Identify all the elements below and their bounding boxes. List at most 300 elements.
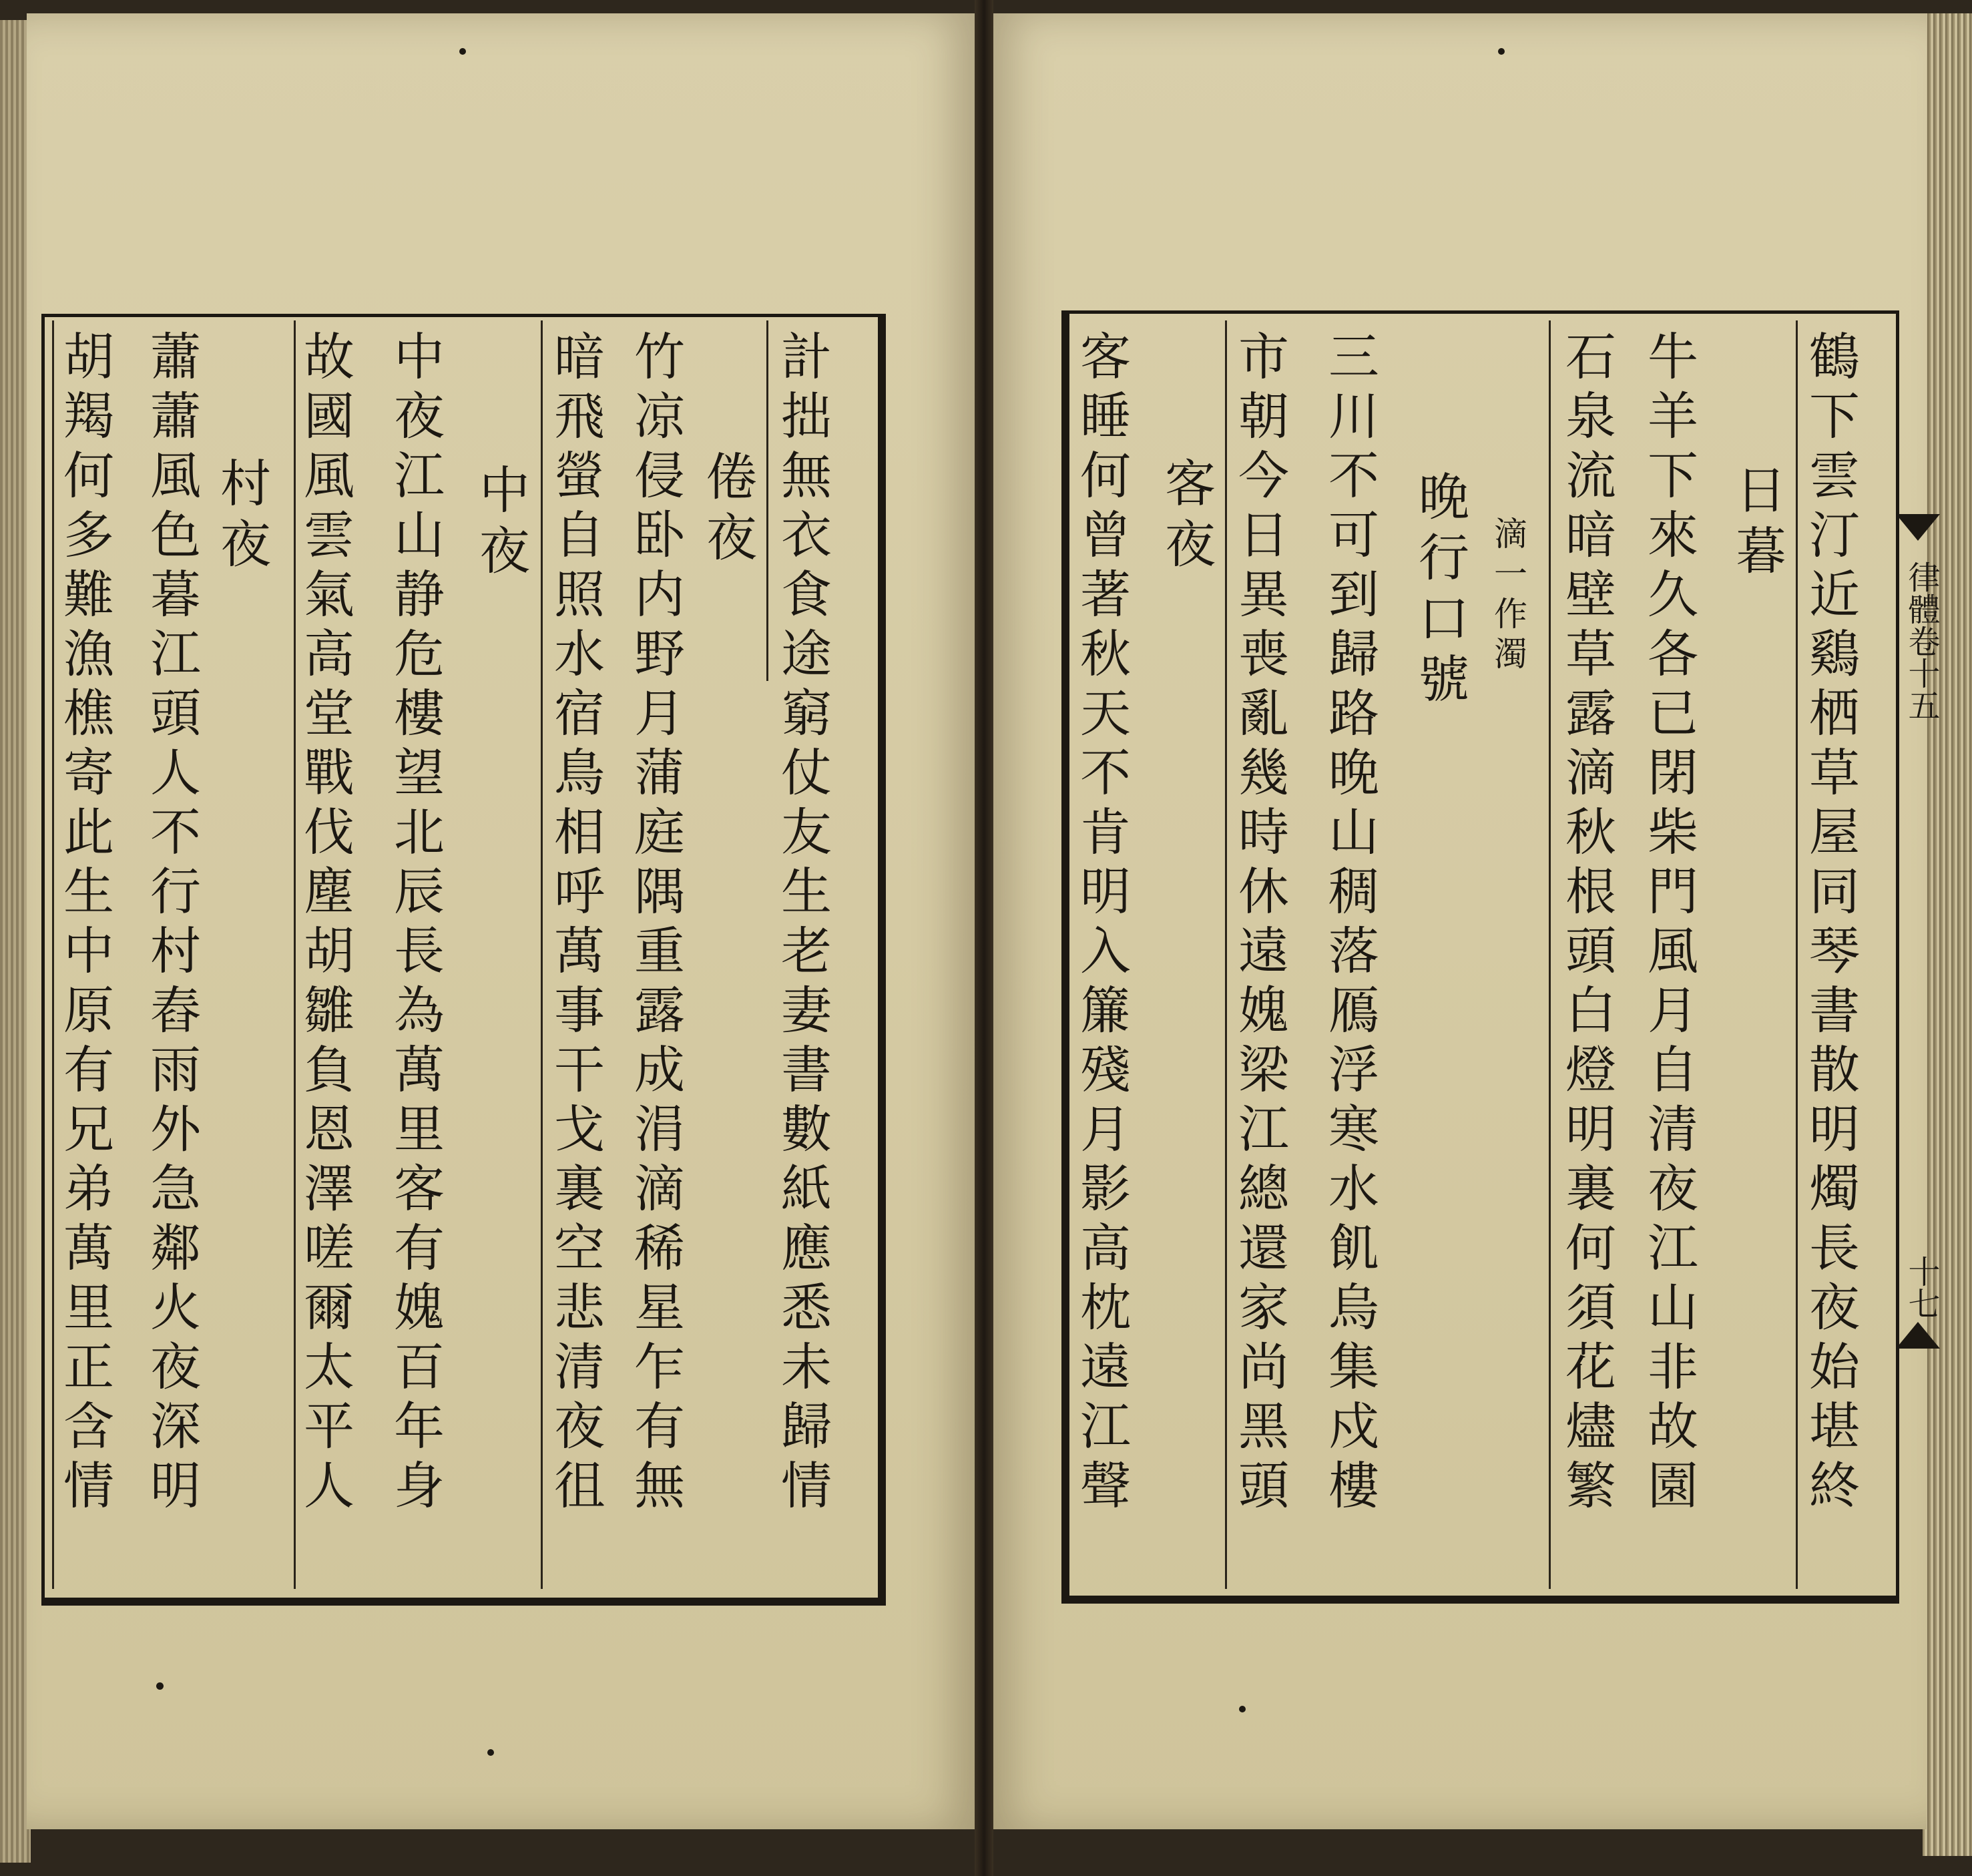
title-character: 倦 [706,447,757,507]
text-character: 負 [304,1040,354,1100]
text-character: 何 [1080,446,1131,505]
text-character: 何 [1565,1218,1616,1278]
text-character: 江 [1238,1100,1289,1159]
text-column [554,327,605,1515]
text-character: 媿 [394,1278,445,1337]
text-character: 暗 [554,327,605,387]
text-character: 村 [150,921,201,981]
text-character: 塵 [304,862,354,921]
text-character: 汀 [1809,505,1860,565]
text-character: 風 [150,446,201,505]
text-character: 門 [1648,862,1698,921]
text-character: 難 [63,565,114,624]
poem-title [706,447,757,569]
text-character: 羊 [1648,387,1698,446]
title-character: 村 [220,454,271,513]
poem-title [220,454,271,575]
text-character: 白 [1565,981,1616,1040]
text-character: 雨 [150,1040,201,1100]
text-character: 露 [634,981,685,1040]
text-character: 胡 [304,921,354,981]
text-character: 原 [63,981,114,1040]
text-character: 爾 [304,1278,354,1337]
text-character: 内 [634,565,685,624]
text-character: 干 [554,1040,605,1100]
text-character: 鷄 [1809,624,1860,684]
text-character: 照 [554,565,605,624]
text-character: 長 [394,921,445,981]
text-character: 還 [1238,1218,1289,1278]
text-character: 有 [394,1218,445,1278]
column-rule [541,320,543,1589]
column-rule [1225,320,1227,1589]
text-character: 飛 [554,387,605,446]
text-character: 頭 [1565,921,1616,981]
text-character: 拙 [781,387,832,446]
text-character: 窮 [781,684,832,743]
text-character: 恩 [304,1100,354,1159]
text-character: 情 [63,1456,114,1515]
text-character: 有 [634,1397,685,1456]
text-character: 衣 [781,505,832,565]
column-rule [294,320,296,1589]
text-character: 亂 [1238,684,1289,743]
text-character: 無 [781,446,832,505]
text-character: 堪 [1809,1397,1860,1456]
text-character: 堂 [304,684,354,743]
text-character: 中 [394,327,445,387]
text-character: 生 [63,862,114,921]
text-character: 水 [554,624,605,684]
text-character: 萬 [554,921,605,981]
text-character: 日 [1238,505,1289,565]
text-character: 客 [394,1159,445,1218]
text-character: 色 [150,505,201,565]
text-character: 澤 [304,1159,354,1218]
text-character: 枕 [1080,1278,1131,1337]
text-character: 散 [1809,1040,1860,1100]
text-character: 始 [1809,1337,1860,1397]
text-character: 望 [394,743,445,802]
text-character: 里 [63,1278,114,1337]
text-column [150,327,201,1515]
book-gutter [975,0,993,1876]
text-character: 簾 [1080,981,1131,1040]
title-character: 號 [1419,650,1469,709]
text-column [1238,327,1289,1515]
text-character: 來 [1648,505,1698,565]
text-character: 蕭 [150,387,201,446]
text-character: 烏 [1328,1278,1379,1337]
text-character: 有 [63,1040,114,1100]
text-column [1565,327,1616,1515]
text-character: 悉 [781,1278,832,1337]
text-character: 泉 [1565,387,1616,446]
text-character: 非 [1648,1337,1698,1397]
text-column [634,327,685,1515]
text-character: 隅 [634,862,685,921]
title-character: 夜 [220,515,271,574]
poem-title [479,461,530,582]
text-character: 食 [781,565,832,624]
text-character: 殘 [1080,1040,1131,1100]
page-number-text: 十七 [1903,1255,1940,1319]
text-character: 水 [1328,1159,1379,1218]
text-character: 星 [634,1278,685,1337]
text-character: 高 [304,624,354,684]
text-character: 自 [554,505,605,565]
text-character: 火 [150,1278,201,1337]
text-character: 不 [1328,446,1379,505]
text-character: 夜 [394,387,445,446]
text-character: 遠 [1238,921,1289,981]
text-character: 浮 [1328,1040,1379,1100]
text-character: 裏 [1565,1159,1616,1218]
text-character: 流 [1565,446,1616,505]
text-character: 草 [1565,624,1616,684]
text-character: 近 [1809,565,1860,624]
text-column [1809,327,1860,1515]
text-character: 高 [1080,1218,1131,1278]
text-character: 故 [304,327,354,387]
text-character: 柴 [1648,802,1698,862]
text-character: 長 [1809,1218,1860,1278]
text-character: 太 [304,1337,354,1397]
text-character: 侵 [634,446,685,505]
text-character: 計 [781,327,832,387]
note-character: 一 [1494,555,1527,594]
text-character: 危 [394,624,445,684]
text-character: 正 [63,1337,114,1397]
text-character: 人 [304,1456,354,1515]
text-character: 庭 [634,802,685,862]
text-character: 暗 [1565,505,1616,565]
text-character: 睡 [1080,387,1131,446]
text-character: 卧 [634,505,685,565]
text-character: 國 [304,387,354,446]
text-column [781,327,832,1515]
text-character: 凉 [634,387,685,446]
text-character: 宿 [554,684,605,743]
text-character: 稀 [634,1218,685,1278]
text-character: 書 [1809,981,1860,1040]
text-character: 繁 [1565,1456,1616,1515]
title-character: 暮 [1736,521,1786,581]
text-character: 深 [150,1397,201,1456]
column-rule [766,320,768,681]
text-character: 已 [1648,684,1698,743]
text-character: 山 [394,505,445,565]
text-character: 百 [394,1337,445,1397]
text-character: 鳥 [554,743,605,802]
text-character: 琴 [1809,921,1860,981]
text-character: 仗 [781,743,832,802]
text-character: 久 [1648,565,1698,624]
text-character: 園 [1648,1456,1698,1515]
text-character: 悲 [554,1278,605,1337]
text-character: 野 [634,624,685,684]
text-character: 下 [1648,446,1698,505]
text-character: 雛 [304,981,354,1040]
text-character: 牛 [1648,327,1698,387]
text-character: 下 [1809,387,1860,446]
text-character: 空 [554,1218,605,1278]
chapter-label-text: 律體卷十五 [1903,561,1940,721]
text-character: 無 [634,1456,685,1515]
text-character: 江 [1648,1218,1698,1278]
poem-title [1419,467,1469,710]
text-character: 壁 [1565,565,1616,624]
text-character: 異 [1238,565,1289,624]
text-character: 燭 [1809,1159,1860,1218]
text-character: 生 [781,862,832,921]
text-character: 川 [1328,387,1379,446]
text-character: 媿 [1238,981,1289,1040]
text-character: 秋 [1080,624,1131,684]
text-character: 辰 [394,862,445,921]
text-character: 情 [781,1456,832,1515]
ink-dot [459,48,466,55]
text-character: 漁 [63,624,114,684]
text-character: 萬 [63,1218,114,1278]
text-character: 歸 [1328,624,1379,684]
text-character: 相 [554,802,605,862]
text-character: 草 [1809,743,1860,802]
text-character: 自 [1648,1040,1698,1100]
text-character: 北 [394,802,445,862]
text-column [304,327,354,1515]
text-character: 裏 [554,1159,605,1218]
text-character: 螢 [554,446,605,505]
text-character: 外 [150,1100,201,1159]
text-character: 清 [554,1337,605,1397]
text-character: 露 [1565,684,1616,743]
text-character: 徂 [554,1456,605,1515]
chapter-label [1903,561,1940,721]
text-character: 身 [394,1456,445,1515]
text-character: 書 [781,1040,832,1100]
text-character: 市 [1238,327,1289,387]
text-column [394,327,445,1515]
text-character: 應 [781,1218,832,1278]
title-character: 客 [1165,454,1216,513]
text-character: 老 [781,921,832,981]
text-character: 戈 [554,1100,605,1159]
note-character: 濁 [1494,635,1527,674]
page-number [1903,1255,1940,1319]
text-character: 梁 [1238,1040,1289,1100]
text-character: 弟 [63,1159,114,1218]
text-character: 屋 [1809,802,1860,862]
text-character: 静 [394,565,445,624]
text-character: 夜 [1648,1159,1698,1218]
text-character: 途 [781,624,832,684]
text-character: 乍 [634,1337,685,1397]
text-character: 燼 [1565,1397,1616,1456]
text-character: 多 [63,505,114,565]
text-character: 終 [1809,1456,1860,1515]
title-character: 夜 [706,508,757,567]
text-character: 明 [1080,862,1131,921]
text-character: 天 [1080,684,1131,743]
text-character: 今 [1238,446,1289,505]
text-character: 總 [1238,1159,1289,1218]
text-character: 嗟 [304,1218,354,1278]
ink-dot [156,1682,164,1690]
ink-dot [1239,1706,1246,1712]
text-character: 樓 [1328,1456,1379,1515]
text-character: 人 [150,743,201,802]
annotation-note [1494,514,1527,674]
text-character: 竹 [634,327,685,387]
text-character: 聲 [1080,1456,1131,1515]
text-character: 同 [1809,862,1860,921]
text-character: 不 [150,802,201,862]
ink-dot [487,1749,494,1756]
poem-title [1736,461,1786,582]
text-character: 事 [554,981,605,1040]
text-character: 蕭 [150,327,201,387]
text-character: 鄰 [150,1218,201,1278]
text-character: 頭 [150,684,201,743]
text-character: 風 [1648,921,1698,981]
text-character: 涓 [634,1100,685,1159]
text-column [1080,327,1131,1515]
text-character: 黑 [1238,1397,1289,1456]
text-character: 月 [1648,981,1698,1040]
text-character: 花 [1565,1337,1616,1397]
text-character: 肯 [1080,802,1131,862]
note-character: 作 [1494,595,1527,634]
text-character: 稠 [1328,862,1379,921]
text-character: 幾 [1238,743,1289,802]
text-character: 未 [781,1337,832,1397]
text-character: 三 [1328,327,1379,387]
text-character: 重 [634,921,685,981]
text-character: 樵 [63,684,114,743]
text-character: 兄 [63,1100,114,1159]
text-character: 胡 [63,327,114,387]
text-character: 客 [1080,327,1131,387]
poem-title [1165,454,1216,575]
text-character: 江 [394,446,445,505]
text-character: 妻 [781,981,832,1040]
text-character: 歸 [781,1397,832,1456]
text-character: 羯 [63,387,114,446]
text-character: 須 [1565,1278,1616,1337]
text-character: 暮 [150,565,201,624]
text-character: 休 [1238,862,1289,921]
title-character: 晚 [1419,467,1469,527]
text-character: 風 [304,446,354,505]
text-character: 平 [304,1397,354,1456]
text-character: 里 [394,1100,445,1159]
title-character: 中 [479,461,530,520]
text-character: 集 [1328,1337,1379,1397]
title-character: 行 [1419,528,1469,588]
text-character: 雲 [1809,446,1860,505]
text-character: 蒲 [634,743,685,802]
text-character: 不 [1080,743,1131,802]
text-character: 時 [1238,802,1289,862]
text-character: 石 [1565,327,1616,387]
text-character: 中 [63,921,114,981]
text-character: 影 [1080,1159,1131,1218]
text-character: 鶴 [1809,327,1860,387]
text-character: 著 [1080,565,1131,624]
text-character: 燈 [1565,1040,1616,1100]
text-character: 寄 [63,743,114,802]
text-character: 成 [634,1040,685,1100]
text-character: 飢 [1328,1218,1379,1278]
text-column [1648,327,1698,1515]
text-character: 夜 [554,1397,605,1456]
text-character: 朝 [1238,387,1289,446]
text-character: 紙 [781,1159,832,1218]
text-character: 此 [63,802,114,862]
text-character: 曾 [1080,505,1131,565]
text-character: 為 [394,981,445,1040]
text-character: 江 [150,624,201,684]
text-character: 落 [1328,921,1379,981]
text-character: 月 [1080,1100,1131,1159]
text-character: 故 [1648,1397,1698,1456]
text-character: 戰 [304,743,354,802]
text-character: 雲 [304,505,354,565]
title-character: 口 [1419,589,1469,648]
text-character: 呼 [554,862,605,921]
text-character: 數 [781,1100,832,1159]
text-character: 伐 [304,802,354,862]
text-character: 滴 [1565,743,1616,802]
text-character: 遠 [1080,1337,1131,1397]
text-character: 可 [1328,505,1379,565]
text-character: 何 [63,446,114,505]
text-character: 鴈 [1328,981,1379,1040]
text-character: 尚 [1238,1337,1289,1397]
text-character: 滴 [634,1159,685,1218]
text-column [1328,327,1379,1515]
text-character: 山 [1328,802,1379,862]
text-character: 到 [1328,565,1379,624]
text-character: 年 [394,1397,445,1456]
column-rule [1796,320,1798,1589]
text-character: 喪 [1238,624,1289,684]
text-character: 頭 [1238,1456,1289,1515]
text-character: 寒 [1328,1100,1379,1159]
text-character: 根 [1565,862,1616,921]
text-character: 樓 [394,684,445,743]
right-page-stack [1923,13,1972,1856]
text-character: 行 [150,862,201,921]
title-character: 夜 [479,521,530,581]
text-character: 山 [1648,1278,1698,1337]
text-character: 江 [1080,1397,1131,1456]
column-rule [52,320,54,1589]
text-character: 友 [781,802,832,862]
text-character: 家 [1238,1278,1289,1337]
text-character: 舂 [150,981,201,1040]
text-character: 栖 [1809,684,1860,743]
ink-dot [1498,48,1505,55]
text-character: 明 [1565,1100,1616,1159]
text-character: 夜 [1809,1278,1860,1337]
text-character: 氣 [304,565,354,624]
text-character: 明 [150,1456,201,1515]
column-rule [1549,320,1551,1589]
text-character: 入 [1080,921,1131,981]
text-character: 含 [63,1397,114,1456]
